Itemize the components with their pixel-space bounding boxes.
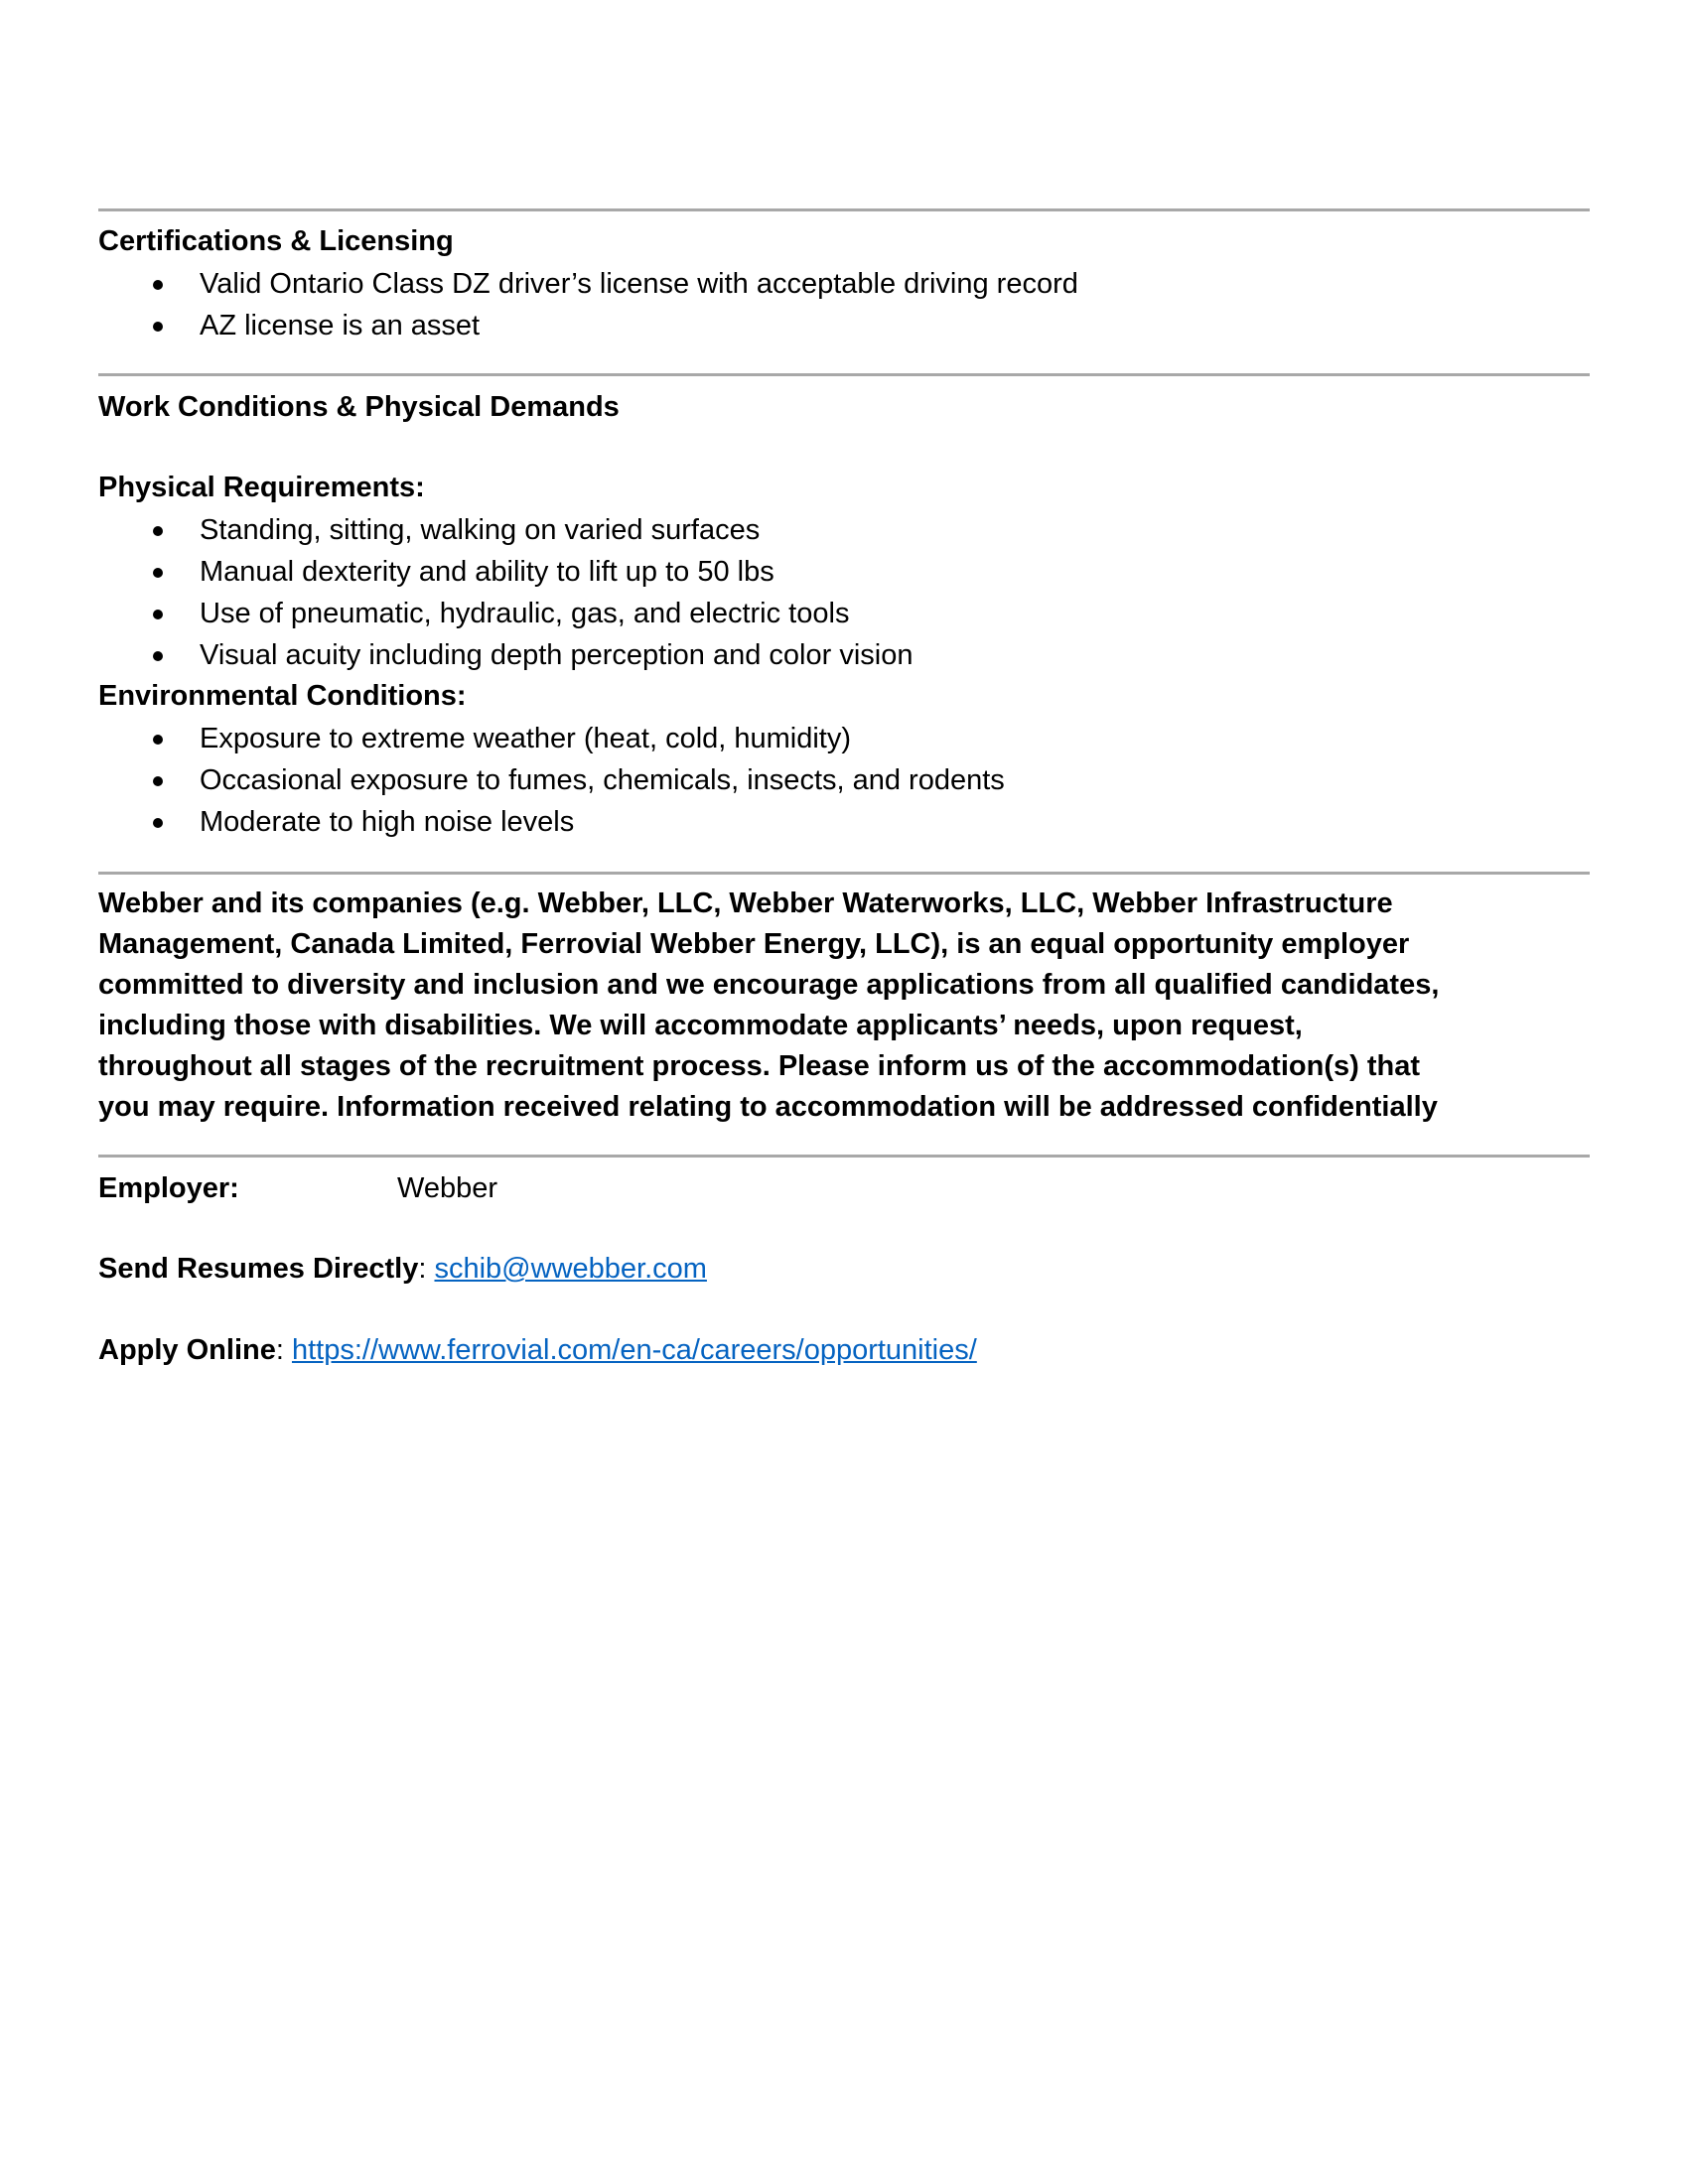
physical-requirements-heading: Physical Requirements:	[98, 472, 425, 503]
work-conditions-heading: Work Conditions & Physical Demands	[98, 391, 620, 423]
eeo-line: Webber and its companies (e.g. Webber, LLC, Webber Waterworks, LLC, Webber Infrastructure	[98, 887, 1393, 919]
list-item: Manual dexterity and ability to lift up to 50 lbs	[98, 551, 913, 593]
section-divider	[98, 872, 1590, 875]
bullet-icon	[153, 526, 163, 536]
employer-label: Employer:	[98, 1172, 239, 1204]
list-item: Visual acuity including depth perception and color vision	[98, 634, 913, 676]
bullet-icon	[153, 651, 163, 661]
eeo-line: you may require. Information received relating to accommodation will be addressed confidentially	[98, 1091, 1438, 1123]
list-item: Moderate to high noise levels	[98, 801, 1005, 843]
employer-row	[98, 1170, 793, 1206]
list-item: Valid Ontario Class DZ driver’s license with acceptable driving record	[98, 263, 1078, 305]
physical-requirements-list	[98, 509, 913, 676]
section-divider	[98, 373, 1590, 376]
eeo-line: Management, Canada Limited, Ferrovial Webber Energy, LLC), is an equal opportunity employer	[98, 928, 1410, 960]
apply-separator: :	[275, 1334, 292, 1366]
section-divider	[98, 208, 1590, 211]
resumes-row	[98, 1251, 707, 1287]
section-divider	[98, 1155, 1590, 1158]
apply-online-link[interactable]: https://www.ferrovial.com/en-ca/careers/opportunities/	[291, 1334, 977, 1366]
environmental-conditions-list	[98, 718, 1005, 843]
list-item: Standing, sitting, walking on varied surfaces	[98, 509, 913, 551]
bullet-icon	[153, 280, 163, 290]
eeo-line: committed to diversity and inclusion and we encourage applications from all qualified candidates,	[98, 969, 1440, 1001]
bullet-icon	[153, 776, 163, 786]
resumes-separator: :	[418, 1253, 435, 1285]
employer-value: Webber	[397, 1172, 498, 1204]
eeo-line: including those with disabilities. We will accommodate applicants’ needs, upon request,	[98, 1010, 1303, 1041]
apply-label: Apply Online	[98, 1334, 276, 1366]
resumes-email-link[interactable]: schib@wwebber.com	[434, 1253, 707, 1285]
resumes-label: Send Resumes Directly	[98, 1253, 419, 1285]
certifications-heading: Certifications & Licensing	[98, 225, 454, 257]
bullet-icon	[153, 610, 163, 619]
bullet-icon	[153, 818, 163, 828]
eeo-statement	[98, 884, 1598, 1128]
environmental-conditions-heading: Environmental Conditions:	[98, 680, 467, 712]
apply-row	[98, 1332, 977, 1368]
list-item: Occasional exposure to fumes, chemicals, insects, and rodents	[98, 759, 1005, 801]
list-item: Use of pneumatic, hydraulic, gas, and electric tools	[98, 593, 913, 634]
bullet-icon	[153, 568, 163, 578]
bullet-icon	[153, 735, 163, 745]
list-item: AZ license is an asset	[98, 305, 1078, 346]
bullet-icon	[153, 322, 163, 332]
certifications-list	[98, 263, 1078, 346]
list-item: Exposure to extreme weather (heat, cold, humidity)	[98, 718, 1005, 759]
eeo-line: throughout all stages of the recruitment process. Please inform us of the accommodation(s) that	[98, 1050, 1420, 1082]
